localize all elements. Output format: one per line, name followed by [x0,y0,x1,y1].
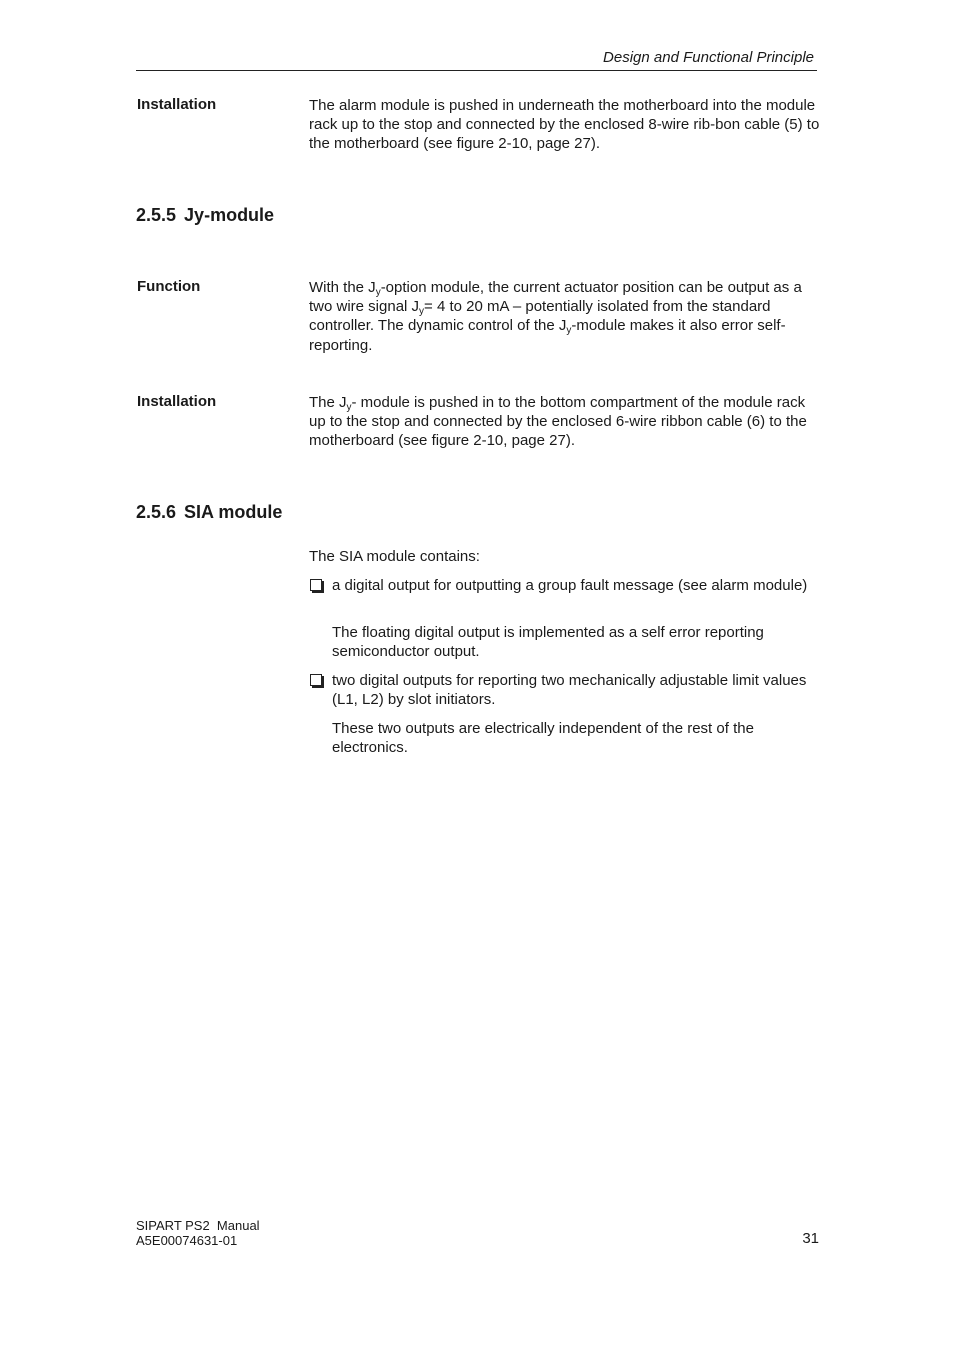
side-label-function: Function [137,278,201,295]
checkbox-bullet-icon [310,674,322,686]
section-heading-2-5-5 [136,205,274,226]
running-header: Design and Functional Principle [603,49,814,66]
installation-alarm-text: The alarm module is pushed in underneath the motherboard into the module rack up to the stop and connected by the enclosed 8-wire rib-bon cable (5) to the motherboard (see figure 2-10, page 27). [309,97,820,153]
footer [136,1219,260,1248]
section-heading-2-5-6 [136,502,282,523]
sia-intro: The SIA module contains: [309,548,480,565]
header-rule [136,70,817,71]
page-number: 31 [802,1230,819,1247]
list-item-note: These two outputs are electrically independent of the rest of the electronics. [332,720,754,757]
footer-document-number: A5E00074631-01 [136,1232,238,1248]
list-item-note: The floating digital output is implemented as a self error reporting semiconductor output. [332,624,764,661]
section-number: 2.5.6 [136,502,177,522]
installation-jy-text: The $J_y-$ module is pushed in to the bottom compartment of the module rack up to the stop and connected by the enclosed 6-wire ribbon cable (6) to the motherboard (see figure 2-10, page 27). [309,394,807,450]
side-label-installation-jy: Installation [137,393,217,410]
list-item [309,671,821,709]
function-jy-text: With the $J_y$-option module, the current actuator position can be output as a two wire signal $J_y= 4$ to 20 mA – potentially isolated from the standard controller. The dynamic control of the $J_y$-module makes it also error self-reporting. [309,279,802,354]
footer-manual-title: SIPART PS2 Manual [136,1218,260,1233]
checkbox-bullet-icon [310,579,322,591]
section-number: 2.5.5 [136,205,177,225]
section-title: SIA module [184,502,283,522]
side-label-installation-alarm: Installation [137,96,217,113]
list-item-text: two digital outputs for reporting two mechanically adjustable limit values (L1, L2) by slot initiators. [332,672,807,709]
section-title: Jy-module [184,205,275,225]
list-item [309,576,821,595]
list-item-text: a digital output for outputting a group fault message (see alarm module) [332,577,808,594]
